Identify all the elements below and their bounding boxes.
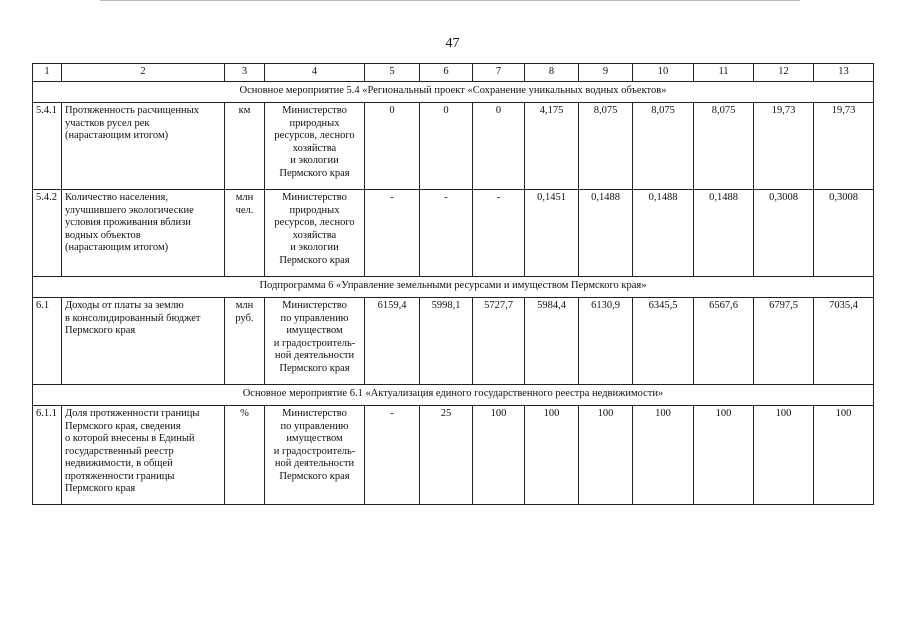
responsible-ministry-line: имуществом <box>286 325 343 336</box>
column-number-cell: 7 <box>473 64 525 82</box>
indicator-name-line: (нарастающим итогом) <box>65 130 169 141</box>
indicator-value: 5727,7 <box>473 298 525 385</box>
responsible-ministry-line: Пермского края <box>279 254 350 266</box>
responsible-ministry-line: ресурсов, лесного <box>274 130 355 141</box>
section-heading: Подпрограмма 6 «Управление земельными ресурсами и имуществом Пермского края» <box>33 277 874 298</box>
indicator-row <box>33 103 874 190</box>
indicator-unit <box>225 190 265 277</box>
indicator-value: - <box>420 190 473 277</box>
responsible-ministry-line: Министерство <box>282 300 347 311</box>
indicator-unit <box>225 103 265 190</box>
indicator-value: 19,73 <box>814 103 874 190</box>
responsible-ministry-line: по управлению <box>280 312 349 324</box>
indicator-row <box>33 406 874 505</box>
indicator-value: 6159,4 <box>365 298 420 385</box>
indicator-unit-line: млн <box>235 300 254 311</box>
responsible-ministry-line: по управлению <box>280 420 349 432</box>
indicator-value: - <box>365 406 420 505</box>
responsible-ministry-line: ной деятельности <box>274 458 355 469</box>
indicator-value: 100 <box>754 406 814 505</box>
indicator-value: 19,73 <box>754 103 814 190</box>
indicator-value: 7035,4 <box>814 298 874 385</box>
responsible-ministry-line: и градостроитель- <box>273 445 356 457</box>
column-number-cell: 9 <box>579 64 633 82</box>
indicator-value: 0,1451 <box>525 190 579 277</box>
indicator-name-line: Пермского края, сведения <box>65 420 181 432</box>
indicator-name-line: недвижимости, в общей <box>65 458 173 469</box>
responsible-ministry-line: и градостроитель- <box>273 337 356 349</box>
responsible-ministry-line: хозяйства <box>292 142 337 154</box>
responsible-ministry <box>265 406 365 505</box>
indicator-name <box>62 406 225 505</box>
indicator-value: 100 <box>633 406 694 505</box>
column-number-cell: 12 <box>754 64 814 82</box>
indicator-unit-line: чел. <box>235 204 254 216</box>
responsible-ministry <box>265 190 365 277</box>
indicator-value: 100 <box>473 406 525 505</box>
column-number-cell: 5 <box>365 64 420 82</box>
column-number-cell: 3 <box>225 64 265 82</box>
indicator-value: 6797,5 <box>754 298 814 385</box>
column-number-cell: 2 <box>62 64 225 82</box>
indicator-name <box>62 298 225 385</box>
indicator-value: 0,3008 <box>754 190 814 277</box>
indicator-value: 100 <box>694 406 754 505</box>
responsible-ministry-line: ресурсов, лесного <box>274 217 355 228</box>
indicator-value: 0 <box>473 103 525 190</box>
responsible-ministry-line: природных <box>289 204 340 216</box>
section-heading: Основное мероприятие 5.4 «Региональный проект «Сохранение уникальных водных объектов» <box>33 82 874 103</box>
responsible-ministry-line: Министерство <box>282 105 347 116</box>
indicator-value: 0 <box>365 103 420 190</box>
section-heading-row <box>33 82 874 103</box>
responsible-ministry <box>265 103 365 190</box>
indicator-name <box>62 190 225 277</box>
indicator-name-line: Пермского края <box>65 483 136 494</box>
responsible-ministry-line: и экологии <box>290 242 339 253</box>
indicator-name-line: государственный реестр <box>65 445 174 457</box>
indicator-unit-line: % <box>240 408 249 419</box>
indicator-value: 8,075 <box>579 103 633 190</box>
indicator-name-line: Количество населения, <box>65 192 168 203</box>
responsible-ministry-line: Пермского края <box>279 470 350 482</box>
responsible-ministry-line: и экологии <box>290 155 339 166</box>
section-heading-row <box>33 385 874 406</box>
indicator-value: 0,3008 <box>814 190 874 277</box>
scan-top-edge <box>100 0 800 1</box>
indicator-value: 5998,1 <box>420 298 473 385</box>
indicator-name-line: участков русел рек <box>65 117 150 129</box>
indicator-value: 100 <box>525 406 579 505</box>
indicator-number: 6.1 <box>33 298 62 385</box>
indicator-value: 100 <box>814 406 874 505</box>
indicator-value: 0 <box>420 103 473 190</box>
responsible-ministry <box>265 298 365 385</box>
indicator-unit <box>225 298 265 385</box>
indicator-name-line: Доля протяженности границы <box>65 408 200 419</box>
indicator-name-line: водных объектов <box>65 229 141 241</box>
indicator-name-line: улучшившего экологические <box>65 204 194 216</box>
indicator-row <box>33 298 874 385</box>
indicator-value: 8,075 <box>633 103 694 190</box>
indicator-value: - <box>473 190 525 277</box>
indicator-value: 25 <box>420 406 473 505</box>
column-number-cell: 6 <box>420 64 473 82</box>
indicator-value: - <box>365 190 420 277</box>
indicator-name-line: Пермского края <box>65 325 136 336</box>
indicator-name-line: в консолидированный бюджет <box>65 312 201 324</box>
page-number: 47 <box>445 36 460 51</box>
column-number-cell: 1 <box>33 64 62 82</box>
column-number-cell: 13 <box>814 64 874 82</box>
indicator-unit-line: млн <box>235 192 254 203</box>
responsible-ministry-line: Министерство <box>282 408 347 419</box>
column-number-cell: 8 <box>525 64 579 82</box>
indicator-value: 0,1488 <box>694 190 754 277</box>
indicator-value: 100 <box>579 406 633 505</box>
indicator-name-line: о которой внесены в Единый <box>65 433 195 444</box>
indicator-value: 5984,4 <box>525 298 579 385</box>
indicator-row <box>33 190 874 277</box>
responsible-ministry-line: природных <box>289 117 340 129</box>
indicator-value: 0,1488 <box>579 190 633 277</box>
indicator-name <box>62 103 225 190</box>
indicator-value: 8,075 <box>694 103 754 190</box>
column-number-cell: 10 <box>633 64 694 82</box>
indicator-unit <box>225 406 265 505</box>
indicator-value: 4,175 <box>525 103 579 190</box>
indicator-value: 6130,9 <box>579 298 633 385</box>
responsible-ministry-line: Пермского края <box>279 362 350 374</box>
indicator-name-line: условия проживания вблизи <box>65 217 191 228</box>
indicator-value: 6345,5 <box>633 298 694 385</box>
responsible-ministry-line: хозяйства <box>292 229 337 241</box>
indicators-table <box>32 63 874 505</box>
indicator-unit-line: руб. <box>235 312 254 324</box>
indicator-unit-line: км <box>238 105 251 116</box>
section-heading: Основное мероприятие 6.1 «Актуализация единого государственного реестра недвижимости» <box>33 385 874 406</box>
indicator-value: 0,1488 <box>633 190 694 277</box>
column-number-cell: 4 <box>265 64 365 82</box>
responsible-ministry-line: имуществом <box>286 433 343 444</box>
indicator-number: 5.4.2 <box>33 190 62 277</box>
indicator-name-line: Доходы от платы за землю <box>65 300 184 311</box>
indicator-name-line: протяженности границы <box>65 470 175 482</box>
indicator-name-line: Протяженность расчищенных <box>65 105 199 116</box>
indicator-name-line: (нарастающим итогом) <box>65 242 169 253</box>
responsible-ministry-line: Пермского края <box>279 167 350 179</box>
indicator-number: 5.4.1 <box>33 103 62 190</box>
responsible-ministry-line: ной деятельности <box>274 350 355 361</box>
responsible-ministry-line: Министерство <box>282 192 347 203</box>
column-number-row <box>33 64 874 82</box>
column-number-cell: 11 <box>694 64 754 82</box>
section-heading-row <box>33 277 874 298</box>
indicator-number: 6.1.1 <box>33 406 62 505</box>
indicator-value: 6567,6 <box>694 298 754 385</box>
